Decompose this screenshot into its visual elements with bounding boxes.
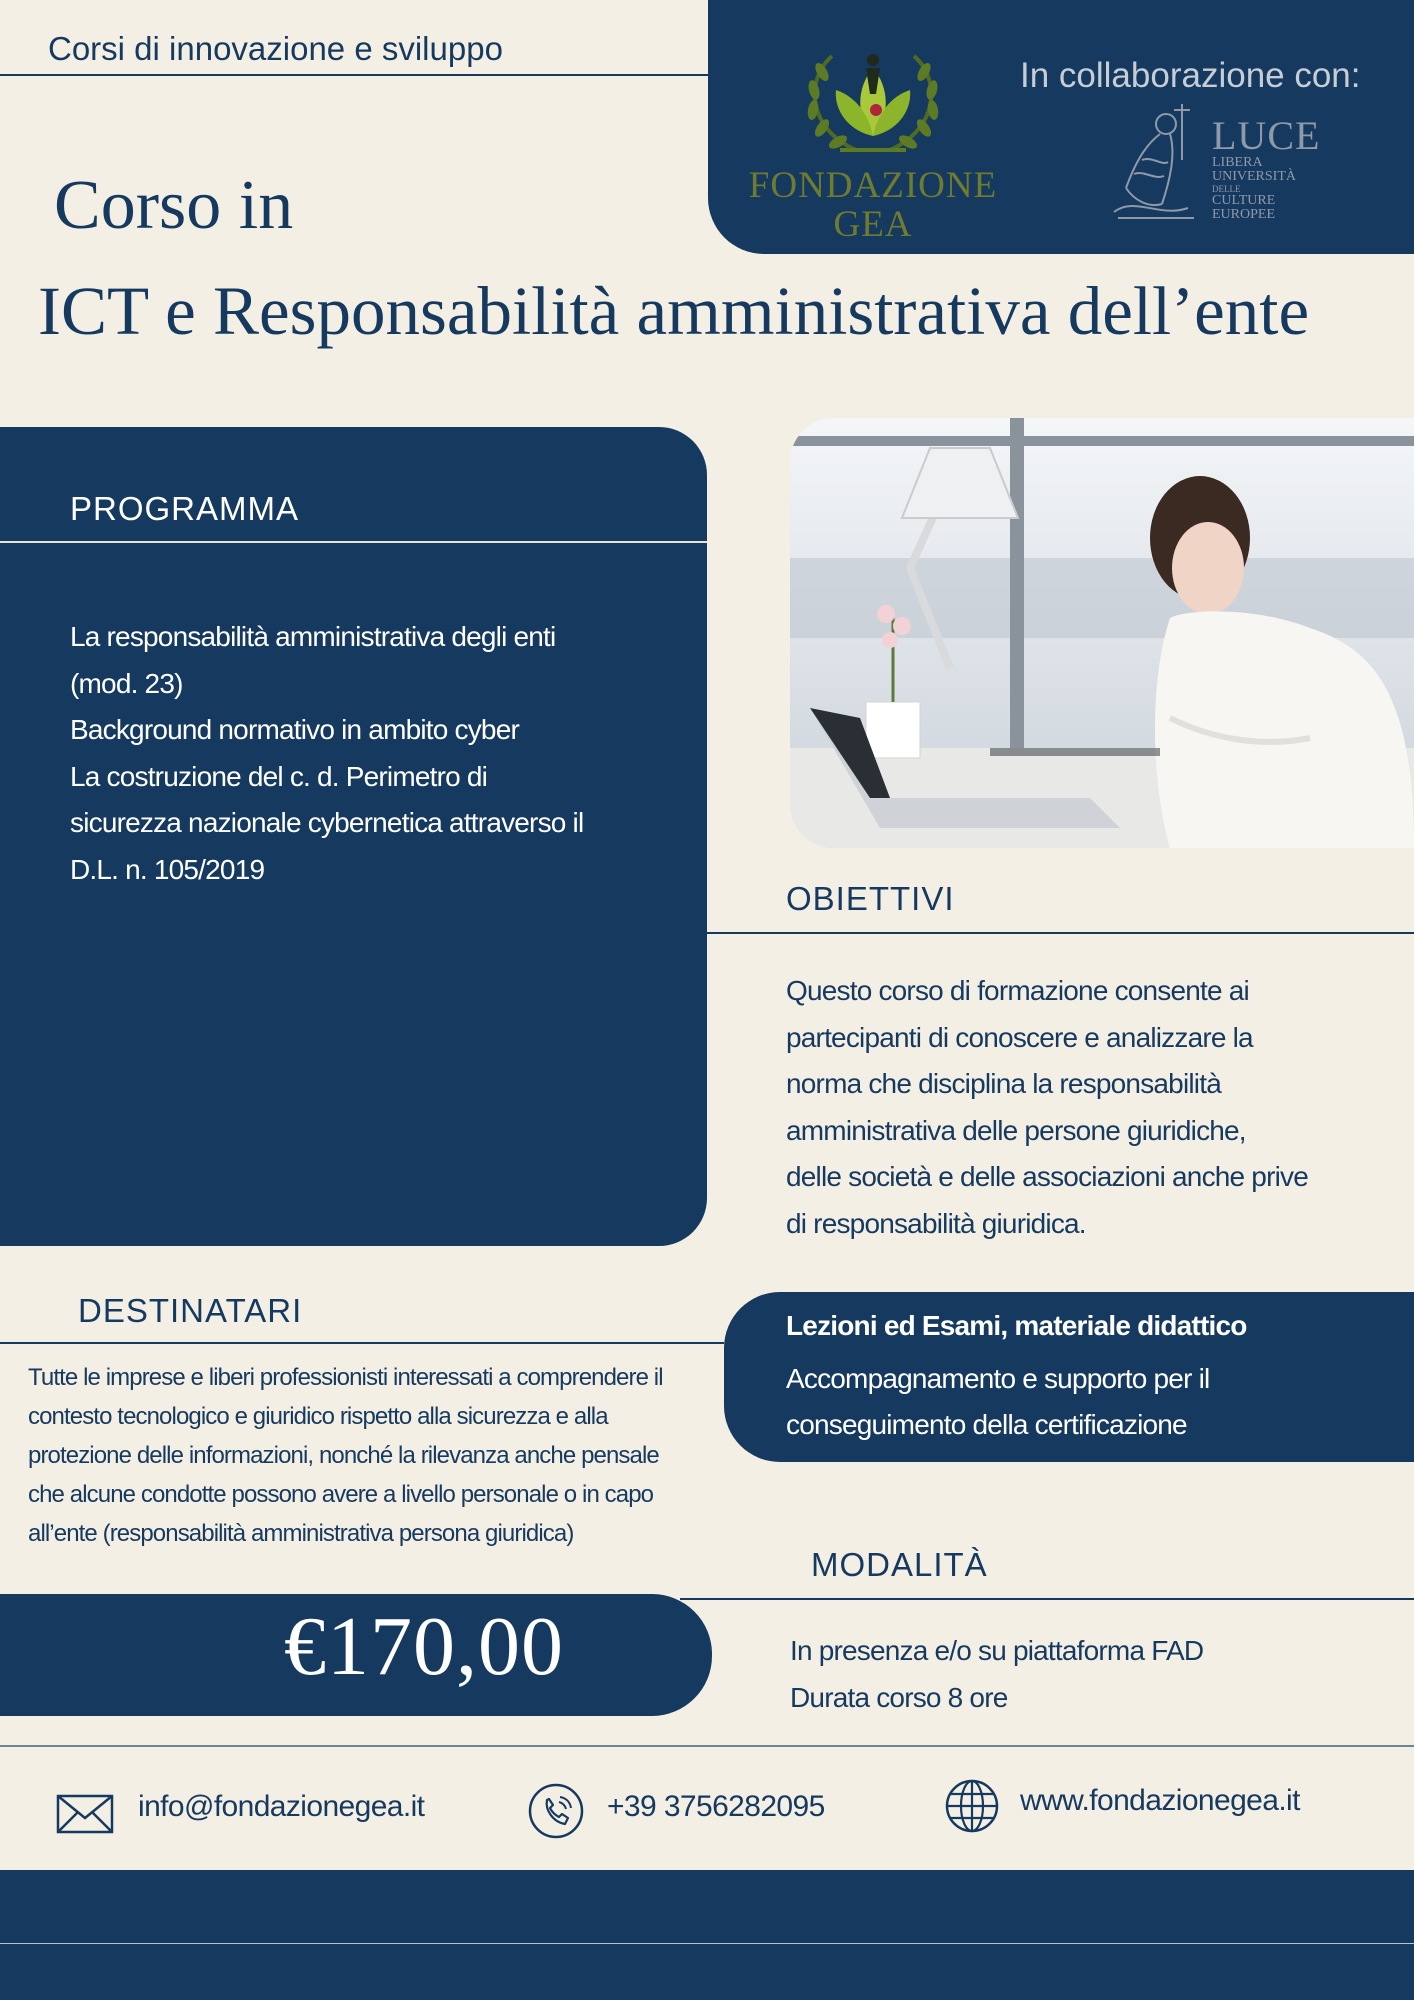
globe-icon xyxy=(944,1778,1000,1834)
features-line: Accompagnamento e supporto per il xyxy=(786,1363,1210,1394)
destinatari-text xyxy=(28,1358,728,1553)
programma-line: Background normativo in ambito cyber xyxy=(70,714,519,745)
programma-line: (mod. 23) xyxy=(70,667,183,699)
destinatari-line: contesto tecnologico e giuridico rispetto alla sicurezza e alla xyxy=(28,1403,608,1430)
gea-logo-line-1: FONDAZIONE xyxy=(748,165,998,206)
obiettivi-line: di responsabilità giuridica. xyxy=(786,1207,1086,1239)
programma-list xyxy=(70,614,650,893)
website-link[interactable]: www.fondazionegea.it xyxy=(1020,1784,1300,1817)
series-subtitle: Corsi di innovazione e sviluppo xyxy=(48,30,503,67)
destinatari-heading: DESTINATARI xyxy=(78,1292,303,1329)
gea-logo-wordmark xyxy=(742,166,1004,244)
phone-link[interactable]: +39 3756282095 xyxy=(607,1790,825,1823)
luce-figure-logo-icon xyxy=(1104,100,1210,228)
modalita-text xyxy=(790,1628,1350,1721)
obiettivi-line: norma che disciplina la responsabilità xyxy=(786,1068,1221,1099)
office-woman-photo xyxy=(790,418,1414,848)
obiettivi-line: Questo corso di formazione consente ai xyxy=(786,975,1249,1006)
contacts-divider xyxy=(0,1745,1414,1747)
envelope-icon xyxy=(56,1794,114,1834)
gea-lotus-logo-icon xyxy=(796,38,950,166)
luce-sub-line: CULTURE xyxy=(1212,193,1276,208)
course-title: ICT e Responsabilità amministrativa dell’ente xyxy=(38,273,1310,349)
features-title: Lezioni ed Esami, materiale didattico xyxy=(786,1310,1247,1341)
course-price: €170,00 xyxy=(284,1600,564,1693)
course-pre-title: Corso in xyxy=(54,167,294,244)
obiettivi-line: amministrativa delle persone giuridiche, xyxy=(786,1114,1246,1146)
destinatari-line: protezione delle informazioni, nonché la rilevanza anche pensale xyxy=(28,1442,659,1469)
destinatari-divider xyxy=(0,1342,724,1344)
collaboration-label: In collaborazione con: xyxy=(1020,56,1361,95)
obiettivi-heading: OBIETTIVI xyxy=(786,880,955,917)
luce-sub-line: EUROPEE xyxy=(1212,207,1275,222)
programma-line: sicurezza nazionale cybernetica attraverso il xyxy=(70,807,584,838)
programma-line: La responsabilità amministrativa degli enti xyxy=(70,621,556,652)
email-link[interactable]: info@fondazionegea.it xyxy=(138,1790,425,1823)
programma-heading: PROGRAMMA xyxy=(70,490,300,527)
phone-icon xyxy=(527,1782,585,1840)
modalita-divider xyxy=(680,1598,1414,1600)
luce-sub-line: UNIVERSITÀ xyxy=(1212,169,1296,184)
features-text xyxy=(786,1356,1346,1448)
features-line: conseguimento della certificazione xyxy=(786,1409,1187,1440)
gea-logo-line-2: GEA xyxy=(833,204,913,245)
luce-logo-title: LUCE xyxy=(1212,113,1321,158)
modalita-line: Durata corso 8 ore xyxy=(790,1681,1008,1713)
header-divider xyxy=(0,74,708,76)
obiettivi-text xyxy=(786,968,1386,1247)
destinatari-line: all’ente (responsabilità amministrativa persona giuridica) xyxy=(28,1520,574,1547)
obiettivi-line: delle società e delle associazioni anche prive xyxy=(786,1161,1308,1192)
footer-divider xyxy=(0,1943,1414,1944)
obiettivi-line: partecipanti di conoscere e analizzare la xyxy=(786,1021,1253,1053)
modalita-line: In presenza e/o su piattaforma FAD xyxy=(790,1635,1204,1666)
programma-divider xyxy=(0,541,707,543)
luce-sub-line: LIBERA xyxy=(1212,155,1263,170)
luce-sub-line: DELLE xyxy=(1212,184,1241,194)
destinatari-line: che alcune condotte possono avere a livello personale o in capo xyxy=(28,1481,654,1508)
obiettivi-divider xyxy=(707,932,1414,934)
destinatari-line: Tutte le imprese e liberi professionisti interessati a comprendere il xyxy=(28,1364,663,1391)
luce-logo-subtitle xyxy=(1212,156,1352,222)
programma-line: D.L. n. 105/2019 xyxy=(70,853,265,885)
programma-line: La costruzione del c. d. Perimetro di xyxy=(70,760,488,792)
modalita-heading: MODALITÀ xyxy=(811,1546,988,1583)
footer-band xyxy=(0,1870,1414,2000)
